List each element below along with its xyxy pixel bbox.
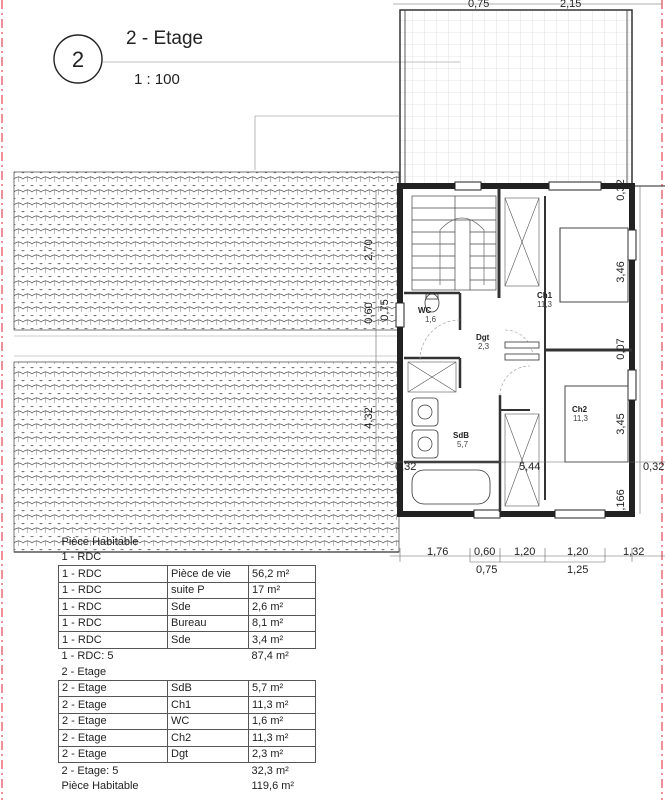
dim-right-3: 0,07 bbox=[615, 338, 627, 360]
room-label-ch1: Ch1 bbox=[537, 291, 553, 300]
total-row: Pièce Habitable 119,6 m² bbox=[61, 780, 295, 793]
group-header: 1 - RDC bbox=[61, 551, 102, 564]
dim-bottom-1: 1,76 bbox=[427, 546, 449, 558]
table-row: 1 - RDC Bureau 8,1 m² bbox=[59, 615, 316, 632]
table-row: 1 - RDC Sde 3,4 m² bbox=[59, 632, 316, 649]
room-label-sdb: SdB bbox=[453, 431, 469, 440]
table-row: 2 - Etage Ch1 11,3 m² bbox=[59, 697, 316, 714]
window-right-2 bbox=[628, 370, 636, 400]
dim-left-1: 2,70 bbox=[363, 239, 375, 261]
group-header: 2 - Etage bbox=[61, 665, 107, 678]
schedule-title: Pièce Habitable bbox=[61, 535, 139, 548]
view-scale: 1 : 100 bbox=[134, 71, 180, 88]
room-label-dgt: Dgt bbox=[476, 333, 490, 342]
dim-mid-2: 5,44 bbox=[519, 461, 541, 473]
dim-bottom-7: 1,25 bbox=[567, 564, 589, 576]
view-number: 2 bbox=[71, 47, 85, 72]
table-row: 2 - Etage Ch2 11,3 m² bbox=[59, 730, 316, 747]
window-bottom-1 bbox=[474, 510, 500, 518]
dim-left-4: 4,32 bbox=[363, 407, 375, 429]
dim-bottom-3: 1,20 bbox=[514, 546, 536, 558]
table-row: 2 - Etage WC 1,6 m² bbox=[59, 713, 316, 730]
dim-right-1: 0,32 bbox=[615, 179, 627, 201]
room-area-ch1: 11,3 bbox=[537, 300, 552, 309]
dim-right-4: 3,45 bbox=[615, 413, 627, 435]
room-label-wc: WC bbox=[418, 306, 432, 315]
dim-mid-3: 0,32 bbox=[643, 461, 665, 473]
terrace-grid bbox=[400, 10, 632, 186]
roof-tiles-lower bbox=[14, 362, 399, 552]
dim-right-2: 3,46 bbox=[615, 261, 627, 283]
window-bottom-2 bbox=[555, 510, 605, 518]
table-row: 1 - RDC Sde 2,6 m² bbox=[59, 599, 316, 616]
room-area-ch2: 11,3 bbox=[573, 414, 588, 423]
dim-right-5: 0,166 bbox=[615, 489, 627, 517]
room-schedule bbox=[58, 534, 316, 794]
room-area-dgt: 2,3 bbox=[478, 342, 490, 351]
room-label-ch2: Ch2 bbox=[572, 405, 588, 414]
table-row: 2 - Etage SdB 5,7 m² bbox=[59, 680, 316, 697]
dim-bottom-5: 1,32 bbox=[623, 546, 645, 558]
staircase bbox=[412, 196, 496, 290]
top-dim-1: 0,75 bbox=[468, 0, 490, 10]
room-area-sdb: 5,7 bbox=[457, 440, 469, 449]
window-left-1 bbox=[396, 303, 404, 327]
window-top-1 bbox=[455, 182, 481, 190]
dim-left-3: 0,75 bbox=[379, 299, 391, 321]
dim-left-2: 0,60 bbox=[363, 302, 375, 324]
dim-bottom-6: 0,75 bbox=[476, 564, 498, 576]
top-dim-2: 2,15 bbox=[560, 0, 582, 10]
subtotal-row: 2 - Etage: 5 32,3 m² bbox=[61, 764, 289, 777]
table-row: 1 - RDC suite P 17 m² bbox=[59, 582, 316, 599]
dim-bottom-2: 0,60 bbox=[474, 546, 496, 558]
room-area-wc: 1,6 bbox=[425, 315, 437, 324]
window-right-1 bbox=[628, 230, 636, 260]
dim-mid-1: 0,32 bbox=[395, 461, 417, 473]
window-top-2 bbox=[549, 182, 601, 190]
roof-tiles-upper bbox=[14, 172, 399, 330]
table-row: 1 - RDC Pièce de vie 56,2 m² bbox=[59, 566, 316, 583]
view-title: 2 - Etage bbox=[126, 28, 204, 49]
subtotal-row: 1 - RDC: 5 87,4 m² bbox=[61, 650, 289, 663]
dim-bottom-4: 1,20 bbox=[567, 546, 589, 558]
table-row: 2 - Etage Dgt 2,3 m² bbox=[59, 746, 316, 763]
